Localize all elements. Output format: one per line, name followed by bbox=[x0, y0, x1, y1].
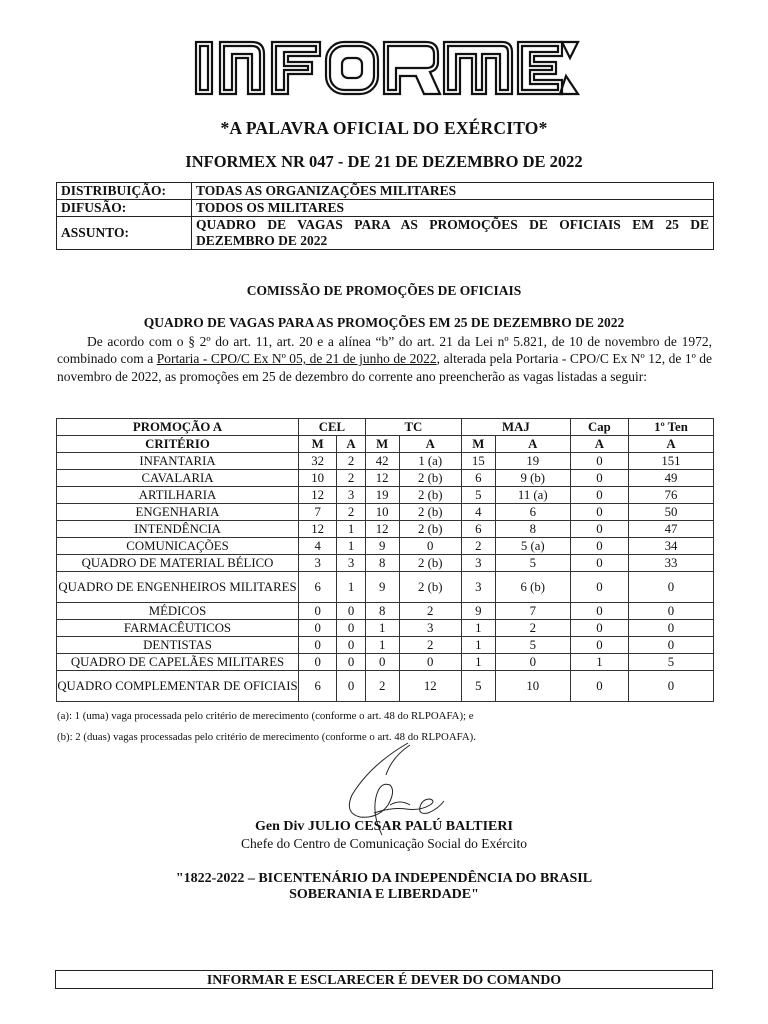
row-value: 19 bbox=[365, 487, 399, 504]
row-value: 0 bbox=[337, 603, 366, 620]
table-row bbox=[57, 453, 714, 470]
col-tc: TC bbox=[365, 419, 461, 436]
row-value: 0 bbox=[570, 555, 628, 572]
intro-paragraph bbox=[57, 333, 712, 385]
col-cap: Cap bbox=[570, 419, 628, 436]
row-value: 0 bbox=[628, 637, 713, 654]
table-row bbox=[57, 470, 714, 487]
row-value: 1 (a) bbox=[399, 453, 461, 470]
row-value: 5 bbox=[461, 487, 495, 504]
row-value: 5 bbox=[495, 555, 570, 572]
row-value: 2 bbox=[461, 538, 495, 555]
row-value: 1 bbox=[337, 538, 366, 555]
row-value: 8 bbox=[365, 603, 399, 620]
row-value: 7 bbox=[495, 603, 570, 620]
col-cel-a: A bbox=[337, 436, 366, 453]
row-value: 0 bbox=[299, 620, 337, 637]
row-value: 0 bbox=[570, 453, 628, 470]
col-maj: MAJ bbox=[461, 419, 570, 436]
row-value: 2 (b) bbox=[399, 572, 461, 603]
row-value: 12 bbox=[365, 521, 399, 538]
bicentenario-line1: "1822-2022 – BICENTENÁRIO DA INDEPENDÊNCIA DO BRASIL bbox=[175, 871, 593, 886]
row-value: 47 bbox=[628, 521, 713, 538]
row-value: 6 bbox=[461, 470, 495, 487]
table-row bbox=[57, 538, 714, 555]
distribuicao-label: DISTRIBUIÇÃO: bbox=[57, 183, 192, 200]
row-value: 2 (b) bbox=[399, 487, 461, 504]
row-value: 5 bbox=[628, 654, 713, 671]
row-value: 2 (b) bbox=[399, 555, 461, 572]
col-tc-a: A bbox=[399, 436, 461, 453]
row-value: 10 bbox=[299, 470, 337, 487]
col-cap-a: A bbox=[570, 436, 628, 453]
table-row bbox=[57, 654, 714, 671]
row-value: 0 bbox=[570, 671, 628, 702]
row-value: 8 bbox=[495, 521, 570, 538]
row-value: 15 bbox=[461, 453, 495, 470]
row-value: 1 bbox=[461, 654, 495, 671]
table-row bbox=[57, 521, 714, 538]
row-value: 0 bbox=[570, 620, 628, 637]
row-value: 8 bbox=[365, 555, 399, 572]
row-value: 1 bbox=[365, 620, 399, 637]
row-criterio: ENGENHARIA bbox=[57, 504, 299, 521]
table-row bbox=[57, 555, 714, 572]
row-value: 0 bbox=[299, 603, 337, 620]
row-value: 5 (a) bbox=[495, 538, 570, 555]
difusao-label: DIFUSÃO: bbox=[57, 200, 192, 217]
row-value: 3 bbox=[461, 555, 495, 572]
row-value: 0 bbox=[570, 521, 628, 538]
row-value: 6 bbox=[299, 671, 337, 702]
row-criterio: DENTISTAS bbox=[57, 637, 299, 654]
row-value: 0 bbox=[570, 487, 628, 504]
row-value: 32 bbox=[299, 453, 337, 470]
row-criterio: QUADRO DE MATERIAL BÉLICO bbox=[57, 555, 299, 572]
table-row bbox=[57, 572, 714, 603]
row-value: 12 bbox=[299, 521, 337, 538]
row-value: 0 bbox=[365, 654, 399, 671]
signatory-name: Gen Div JULIO CESAR PALÚ BALTIERI bbox=[255, 819, 513, 834]
row-value: 0 bbox=[570, 603, 628, 620]
row-value: 3 bbox=[337, 555, 366, 572]
row-value: 0 bbox=[570, 637, 628, 654]
assunto-label: ASSUNTO: bbox=[57, 217, 192, 250]
row-value: 6 (b) bbox=[495, 572, 570, 603]
col-maj-a: A bbox=[495, 436, 570, 453]
row-value: 12 bbox=[365, 470, 399, 487]
row-value: 3 bbox=[461, 572, 495, 603]
subtitle: QUADRO DE VAGAS PARA AS PROMOÇÕES EM 25 DE DEZEMBRO DE 2022 bbox=[143, 315, 625, 330]
row-value: 6 bbox=[495, 504, 570, 521]
row-criterio: MÉDICOS bbox=[57, 603, 299, 620]
row-criterio: INTENDÊNCIA bbox=[57, 521, 299, 538]
table-row bbox=[57, 504, 714, 521]
row-value: 0 bbox=[337, 654, 366, 671]
row-value: 49 bbox=[628, 470, 713, 487]
table-row bbox=[57, 487, 714, 504]
row-value: 2 bbox=[337, 504, 366, 521]
row-value: 0 bbox=[299, 637, 337, 654]
row-value: 2 bbox=[399, 637, 461, 654]
row-value: 42 bbox=[365, 453, 399, 470]
row-value: 0 bbox=[337, 637, 366, 654]
row-value: 0 bbox=[337, 620, 366, 637]
row-value: 2 bbox=[495, 620, 570, 637]
table-row bbox=[57, 603, 714, 620]
row-value: 9 bbox=[365, 572, 399, 603]
row-value: 5 bbox=[461, 671, 495, 702]
row-criterio: ARTILHARIA bbox=[57, 487, 299, 504]
row-value: 0 bbox=[399, 654, 461, 671]
row-value: 5 bbox=[495, 637, 570, 654]
row-criterio: QUADRO COMPLEMENTAR DE OFICIAIS bbox=[57, 671, 299, 702]
row-value: 50 bbox=[628, 504, 713, 521]
row-value: 9 bbox=[365, 538, 399, 555]
paragraph-part1: De acordo com o § 2º do art. 11, art. 20 e a alínea “b” do art. 21 da Lei nº 5.821, de 10 de novembro de 1972, combinado com a bbox=[57, 334, 712, 367]
row-value: 9 (b) bbox=[495, 470, 570, 487]
row-criterio: FARMACÊUTICOS bbox=[57, 620, 299, 637]
row-value: 2 bbox=[365, 671, 399, 702]
row-criterio: CAVALARIA bbox=[57, 470, 299, 487]
row-criterio: QUADRO DE CAPELÃES MILITARES bbox=[57, 654, 299, 671]
row-value: 0 bbox=[299, 654, 337, 671]
header-table bbox=[56, 182, 714, 250]
row-value: 2 (b) bbox=[399, 521, 461, 538]
col-cel-m: M bbox=[299, 436, 337, 453]
row-value: 2 (b) bbox=[399, 504, 461, 521]
row-value: 1 bbox=[337, 521, 366, 538]
row-value: 0 bbox=[570, 470, 628, 487]
col-promocao: PROMOÇÃO A bbox=[57, 419, 299, 436]
row-value: 76 bbox=[628, 487, 713, 504]
row-criterio: QUADRO DE ENGENHEIROS MILITARES bbox=[57, 572, 299, 603]
difusao-value: TODOS OS MILITARES bbox=[192, 200, 714, 217]
row-value: 3 bbox=[399, 620, 461, 637]
table-row bbox=[57, 671, 714, 702]
row-value: 6 bbox=[299, 572, 337, 603]
row-value: 33 bbox=[628, 555, 713, 572]
signatory-role: Chefe do Centro de Comunicação Social do Exército bbox=[240, 836, 528, 851]
row-value: 1 bbox=[461, 620, 495, 637]
col-cel: CEL bbox=[299, 419, 366, 436]
row-value: 0 bbox=[570, 538, 628, 555]
row-criterio: INFANTARIA bbox=[57, 453, 299, 470]
note-a: (a): 1 (uma) vaga processada pelo critério de merecimento (conforme o art. 48 do RLPOAFA); e bbox=[57, 710, 474, 722]
row-value: 0 bbox=[399, 538, 461, 555]
table-row bbox=[57, 620, 714, 637]
row-value: 2 bbox=[337, 453, 366, 470]
row-value: 1 bbox=[461, 637, 495, 654]
row-criterio: COMUNICAÇÕES bbox=[57, 538, 299, 555]
row-value: 10 bbox=[495, 671, 570, 702]
row-value: 0 bbox=[570, 572, 628, 603]
row-value: 1 bbox=[337, 572, 366, 603]
row-value: 2 bbox=[399, 603, 461, 620]
row-value: 34 bbox=[628, 538, 713, 555]
row-value: 11 (a) bbox=[495, 487, 570, 504]
row-value: 0 bbox=[628, 671, 713, 702]
row-value: 0 bbox=[628, 603, 713, 620]
col-ten-a: A bbox=[628, 436, 713, 453]
row-value: 1 bbox=[365, 637, 399, 654]
row-value: 0 bbox=[628, 572, 713, 603]
row-value: 0 bbox=[337, 671, 366, 702]
row-value: 0 bbox=[628, 620, 713, 637]
row-value: 2 bbox=[337, 470, 366, 487]
row-value: 0 bbox=[570, 504, 628, 521]
motto: *A PALAVRA OFICIAL DO EXÉRCITO* bbox=[220, 118, 548, 138]
row-value: 151 bbox=[628, 453, 713, 470]
paragraph-part2: , alterada pela Portaria - CPO/C Ex Nº 12, de 1º de novembro de 2022, as promoções em 25 de dezembro do corrente ano preencherão as vagas listadas a seguir: bbox=[57, 351, 712, 384]
note-b: (b): 2 (duas) vagas processadas pelo critério de merecimento (conforme o art. 48 do RLPOAFA). bbox=[57, 731, 476, 743]
informex-number: INFORMEX NR 047 - DE 21 DE DEZEMBRO DE 2022 bbox=[185, 152, 583, 171]
row-value: 1 bbox=[570, 654, 628, 671]
portaria-link[interactable]: Portaria - CPO/C Ex Nº 05, de 21 de junho de 2022 bbox=[156, 351, 437, 367]
row-value: 2 (b) bbox=[399, 470, 461, 487]
table-subheader-row bbox=[57, 436, 714, 453]
row-value: 4 bbox=[461, 504, 495, 521]
footer-banner: INFORMAR E ESCLARECER É DEVER DO COMANDO bbox=[55, 970, 713, 989]
row-value: 4 bbox=[299, 538, 337, 555]
distribuicao-value: TODAS AS ORGANIZAÇÕES MILITARES bbox=[192, 183, 714, 200]
row-value: 3 bbox=[299, 555, 337, 572]
assunto-value: QUADRO DE VAGAS PARA AS PROMOÇÕES DE OFICIAIS EM 25 DE DEZEMBRO DE 2022 bbox=[192, 217, 714, 250]
col-ten: 1º Ten bbox=[628, 419, 713, 436]
row-value: 10 bbox=[365, 504, 399, 521]
informex-logo bbox=[190, 36, 580, 100]
col-tc-m: M bbox=[365, 436, 399, 453]
row-value: 12 bbox=[399, 671, 461, 702]
col-maj-m: M bbox=[461, 436, 495, 453]
table-header-row bbox=[57, 419, 714, 436]
bicentenario-line2: SOBERANIA E LIBERDADE" bbox=[289, 887, 479, 902]
row-value: 3 bbox=[337, 487, 366, 504]
row-value: 12 bbox=[299, 487, 337, 504]
table-row bbox=[57, 637, 714, 654]
row-value: 9 bbox=[461, 603, 495, 620]
row-value: 7 bbox=[299, 504, 337, 521]
col-criterio: CRITÉRIO bbox=[57, 436, 299, 453]
vacancies-table bbox=[56, 418, 714, 702]
row-value: 0 bbox=[495, 654, 570, 671]
row-value: 6 bbox=[461, 521, 495, 538]
commission-title: COMISSÃO DE PROMOÇÕES DE OFICIAIS bbox=[246, 283, 522, 298]
row-value: 19 bbox=[495, 453, 570, 470]
